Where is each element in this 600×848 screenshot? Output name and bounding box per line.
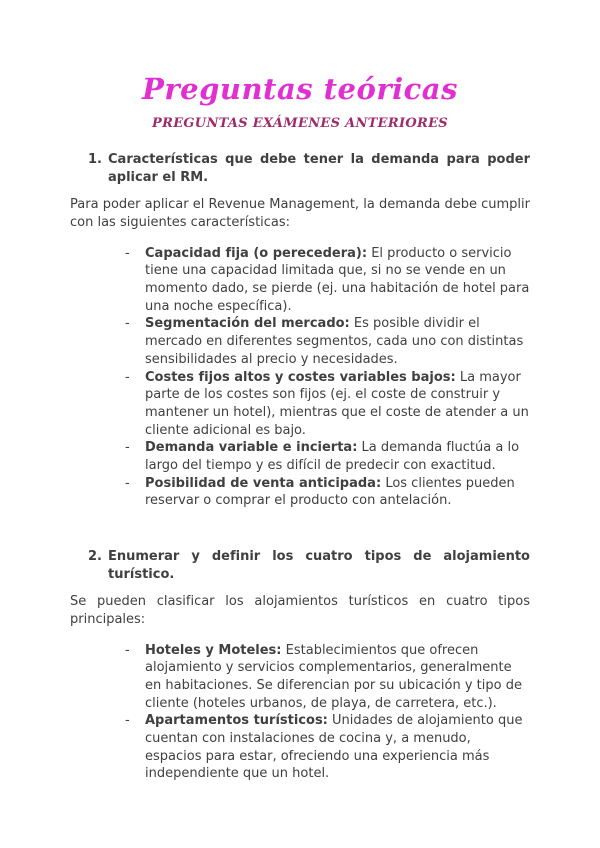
bullet-lead: Apartamentos turísticos: bbox=[145, 713, 328, 729]
bullet-text: Los clientes pueden reservar o comprar el producto con antelación. bbox=[145, 475, 515, 509]
bullet-text: Unidades de alojamiento que cuentan con instalaciones de cocina y, a menudo, espacios para estar, ofreciendo una experiencia más independiente que un hotel. bbox=[145, 713, 523, 782]
dash-bullet: - bbox=[125, 713, 130, 729]
section-question-2 bbox=[70, 548, 530, 783]
question-2-number: 2. bbox=[88, 548, 102, 564]
list-item bbox=[125, 712, 530, 783]
bullet-content bbox=[145, 369, 530, 440]
list-item bbox=[125, 315, 530, 368]
bullet-content bbox=[145, 712, 530, 783]
dash-bullet: - bbox=[125, 316, 130, 332]
question-1-number: 1. bbox=[88, 152, 102, 168]
dash-bullet: - bbox=[125, 475, 130, 491]
dash-bullet: - bbox=[125, 369, 130, 385]
bullet-text: La mayor parte de los costes son fijos (ej. el coste de construir y mantener un hotel), mientras que el coste de atender a un cliente adicional es bajo. bbox=[145, 369, 529, 438]
bullet-text: Establecimientos que ofrecen alojamiento y servicios complementarios, generalmente en habitaciones. Se diferencian por su ubicación y tipo de cliente (hoteles urbanos, de playa, de carretera, etc.). bbox=[145, 642, 522, 711]
bullet-content bbox=[145, 245, 530, 316]
dash-bullet: - bbox=[125, 642, 130, 658]
page-title: Preguntas teóricas bbox=[142, 72, 458, 106]
question-1-title: Características que debe tener la demanda para poder aplicar el RM. bbox=[108, 152, 530, 185]
section-1-intro: Para poder aplicar el Revenue Management, la demanda debe cumplir con las siguientes características: bbox=[70, 197, 530, 231]
dash-bullet: - bbox=[125, 245, 130, 261]
section-2-bullet-list bbox=[70, 642, 530, 783]
bullet-text: La demanda fluctúa a lo largo del tiempo y es difícil de predecir con exactitud. bbox=[145, 440, 520, 473]
list-item bbox=[125, 642, 530, 713]
page-subtitle: PREGUNTAS EXÁMENES ANTERIORES bbox=[152, 116, 448, 132]
bullet-lead: Hoteles y Moteles: bbox=[145, 642, 282, 658]
section-question-1 bbox=[70, 151, 530, 510]
bullet-lead: Posibilidad de venta anticipada: bbox=[145, 475, 382, 491]
bullet-content bbox=[145, 315, 530, 368]
list-item bbox=[125, 245, 530, 316]
bullet-lead: Costes fijos altos y costes variables bajos: bbox=[145, 369, 456, 385]
bullet-text: El producto o servicio tiene una capacidad limitada que, si no se vende en un momento dado, se pierde (ej. una habitación de hotel para una noche específica). bbox=[145, 245, 530, 314]
question-2-heading bbox=[70, 548, 530, 583]
bullet-content bbox=[145, 475, 530, 510]
section-2-intro: Se pueden clasificar los alojamientos turísticos en cuatro tipos principales: bbox=[70, 594, 530, 627]
bullet-lead: Demanda variable e incierta: bbox=[145, 440, 358, 456]
question-2-title: Enumerar y definir los cuatro tipos de alojamiento turístico. bbox=[108, 548, 530, 582]
section-1-bullet-list bbox=[70, 245, 530, 510]
bullet-lead: Capacidad fija (o perecedera): bbox=[145, 245, 368, 261]
list-item bbox=[125, 439, 530, 474]
bullet-content bbox=[145, 642, 530, 713]
bullet-lead: Segmentación del mercado: bbox=[145, 316, 350, 332]
list-item bbox=[125, 369, 530, 440]
list-item bbox=[125, 475, 530, 510]
bullet-text: Es posible dividir el mercado en diferentes segmentos, cada uno con distintas sensibilidades al precio y necesidades. bbox=[145, 316, 524, 367]
bullet-content bbox=[145, 439, 530, 474]
question-1-heading bbox=[70, 151, 530, 186]
dash-bullet: - bbox=[125, 440, 130, 456]
